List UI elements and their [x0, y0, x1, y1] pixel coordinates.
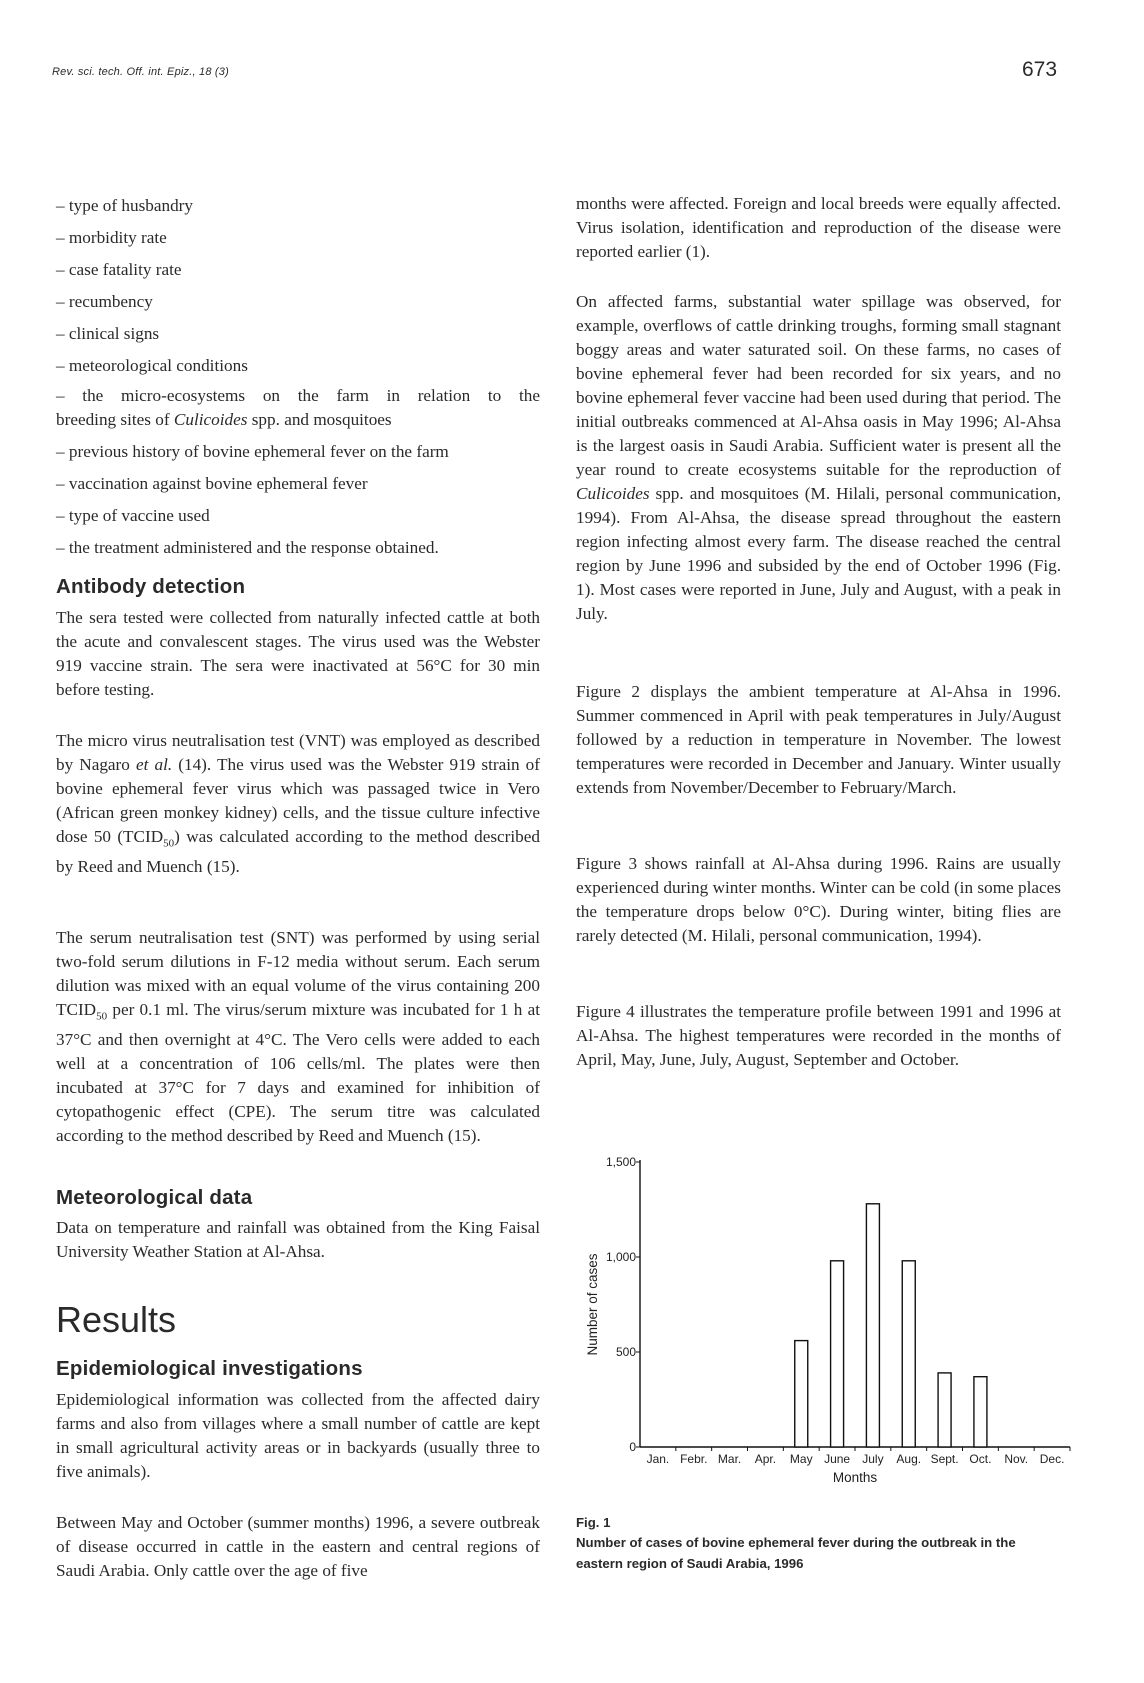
x-tick-label: June [824, 1452, 851, 1466]
list-item: – clinical signs [56, 324, 160, 343]
list-item-micro-line1: – the micro-ecosystems on the farm in relation to the [56, 386, 540, 405]
antibody-paragraph: The sera tested were collected from naturally infected cattle at both the acute and convalescent stages. The virus used was the Webster 919 vaccine strain. The sera were inactivated at 56°C for 30 min before testing. [56, 608, 540, 699]
results-heading: Results [56, 1299, 177, 1340]
meteorological-heading: Meteorological data [56, 1186, 253, 1209]
y-tick-label: 1,000 [605, 1250, 636, 1264]
bar [902, 1261, 915, 1447]
x-tick-label: Febr. [680, 1452, 708, 1466]
x-tick-label: Dec. [1039, 1452, 1065, 1466]
x-tick-label: May [789, 1452, 813, 1466]
bar [795, 1341, 808, 1447]
figure-1-chart [570, 1140, 1090, 1510]
list-item: – previous history of bovine ephemeral fever on the farm [56, 442, 449, 461]
temperature-paragraph: Figure 2 displays the ambient temperature at Al-Ahsa in 1996. Summer commenced in April with peak temperatures in July/August followed by a reduction in temperature in November. The lowest temperatures were recorded in December and January. Winter usually extends from November/December to February/March. [576, 682, 1061, 797]
paragraph-continuation: months were affected. Foreign and local breeds were equally affected. Virus isolation, identification and reproduction of the disease were reported earlier (1). [576, 194, 1061, 261]
page-number: 673 [1022, 58, 1058, 81]
x-tick-label: Mar. [717, 1452, 742, 1466]
x-tick-label: Oct. [969, 1452, 992, 1466]
x-axis-label: Months [832, 1470, 878, 1485]
figure-caption: Number of cases of bovine ephemeral fever during the outbreak in the eastern region of Saudi Arabia, 1996 [576, 1535, 1016, 1571]
y-tick-label: 1,500 [605, 1155, 636, 1169]
list-item: – case fatality rate [56, 260, 182, 279]
epidemiological-paragraph-2: Between May and October (summer months) 1996, a severe outbreak of disease occurred in cattle in the eastern and central regions of Saudi Arabia. Only cattle over the age of five [56, 1513, 540, 1580]
list-item: – type of husbandry [56, 196, 193, 215]
epidemiological-heading: Epidemiological investigations [56, 1357, 363, 1380]
x-tick-label: Aug. [896, 1452, 922, 1466]
rainfall-paragraph: Figure 3 shows rainfall at Al-Ahsa during 1996. Rains are usually experienced during winter months. Winter can be cold (in some places the temperature drops below 0°C). During winter, biting flies are rarely detected (M. Hilali, personal communication, 1994). [576, 854, 1061, 945]
epidemiological-paragraph-1: Epidemiological information was collected from the affected dairy farms and also from villages where a small number of cattle are kept in small agricultural activity areas or in backyards (usually three to five animals). [56, 1390, 540, 1481]
vnt-paragraph: The micro virus neutralisation test (VNT) was employed as described by Nagaro et al. (14). The virus used was the Webster 919 strain of bovine ephemeral fever virus which was passaged twice in Vero (African green monkey kidney) cells, and the tissue culture infective dose 50 $(TCID_{50})$ was calculated according to the method described by Reed and Muench (15). [56, 731, 541, 877]
x-tick-label: July [862, 1452, 884, 1466]
bar [866, 1204, 879, 1447]
temperature-profile-paragraph: Figure 4 illustrates the temperature profile between 1991 and 1996 at Al-Ahsa. The highest temperatures were recorded in the months of April, May, June, July, August, September and October. [576, 1002, 1061, 1069]
y-tick-label: 0 [629, 1440, 636, 1454]
list-item: – vaccination against bovine ephemeral fever [56, 474, 368, 493]
figure-label: Fig. 1 [576, 1515, 611, 1530]
meteorological-paragraph: Data on temperature and rainfall was obtained from the King Faisal University Weather Station at Al-Ahsa. [56, 1218, 540, 1261]
list-item: – type of vaccine used [56, 506, 210, 525]
list-item: – meteorological conditions [56, 356, 248, 375]
x-tick-label: Nov. [1004, 1452, 1029, 1466]
x-tick-label: Apr. [754, 1452, 777, 1466]
bar [831, 1261, 844, 1447]
x-tick-label: Sept. [930, 1452, 959, 1466]
list-item: – recumbency [56, 292, 153, 311]
antibody-heading: Antibody detection [56, 575, 246, 598]
list-item: – morbidity rate [56, 228, 167, 247]
x-tick-label: Jan. [646, 1452, 670, 1466]
bar [938, 1373, 951, 1447]
bar [974, 1377, 987, 1447]
journal-citation: Rev. sci. tech. Off. int. Epiz., 18 (3) [52, 66, 229, 78]
snt-paragraph: The serum neutralisation test (SNT) was performed by using serial two-fold serum dilutions in F-12 media without serum. Each serum dilution was mixed with an equal volume of the virus containing 200 $TCID_{50}$ per 0.1 ml. The virus/serum mixture was incubated for 1 h at 37°C and then overnight at 4°C. The Vero cells were added to each well at a concentration of 106 cells/ml. The plates were then incubated at 37°C for 7 days and examined for inhibition of cytopathogenic effect (CPE). The serum titre was calculated according to the method described by Reed and Muench (15). [56, 928, 540, 1146]
y-axis-label: Number of cases [585, 1253, 600, 1356]
list-item: – the treatment administered and the response obtained. [56, 538, 439, 557]
list-item-micro-line2: breeding sites of Culicoides spp. and mosquitoes [56, 410, 392, 429]
y-tick-label: 500 [615, 1345, 636, 1359]
water-spillage-paragraph: On affected farms, substantial water spillage was observed, for example, overflows of cattle drinking troughs, forming small stagnant boggy areas and water saturated soil. On these farms, no cases of bovine ephemeral fever had been recorded for six years, and no bovine ephemeral fever vaccine had been used during that period. The initial outbreaks commenced at Al-Ahsa oasis in May 1996; Al-Ahsa is the largest oasis in Saudi Arabia. Sufficient water is present all the year round to create ecosystems suitable for the reproduction of Culicoides spp. and mosquitoes (M. Hilali, personal communication, 1994). From Al-Ahsa, the disease spread throughout the eastern region infecting almost every farm. The disease reached the central region by June 1996 and subsided by the end of October 1996 (Fig. 1). Most cases were reported in June, July and August, with a peak in July. [576, 292, 1061, 623]
